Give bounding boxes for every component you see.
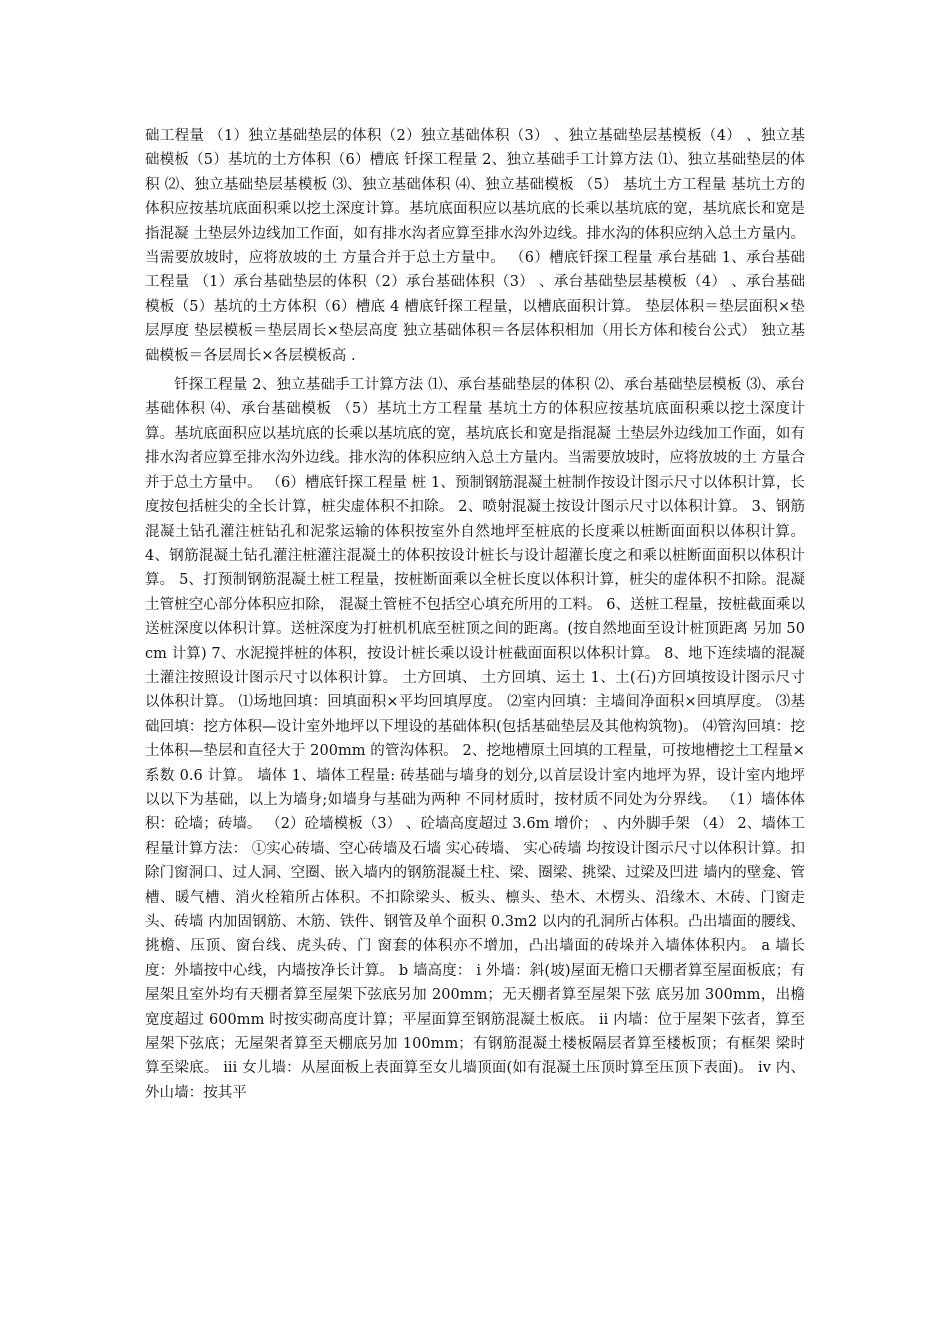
document-page: [145, 124, 805, 1105]
body-paragraph-pile-backfill-wall: 钎探工程量 2、独立基础手工计算方法 ⑴、承台基础垫层的体积 ⑵、承台基础垫层模板 ⑶、承台基础体积 ⑷、承台基础模板 （5）基坑土方工程量 基坑土方的体积应按基坑底面积乘以挖土深度计算。基坑底面积应以基坑底的长乘以基坑底的宽，基坑底长和宽是指混凝 土垫层外边线加工作面，如有排水沟者应算至排水沟外边线。排水沟的体积应纳入总土方量内。当需要放坡时，应将放坡的土 方量合并于总土方量中。 （6）槽底钎探工程量 桩 1、预制钢筋混凝土桩制作按设计图示尺寸以体积计算，长度按包括桩尖的全长计算，桩尖虚体积不扣除。 2、喷射混凝土按设计图示尺寸以体积计算。 3、钢筋混凝土钻孔灌注桩钻孔和泥浆运输的体积按室外自然地坪至桩底的长度乘以桩断面面积以体积计算。 4、钢筋混凝土钻孔灌注桩灌注混凝土的体积按设计桩长与设计超灌长度之和乘以桩断面面积以体积计算。 5、打预制钢筋混凝土桩工程量，按桩断面乘以全桩长度以体积计算，桩尖的虚体积不扣除。混凝土管桩空心部分体积应扣除， 混凝土管桩不包括空心填充所用的工料。 6、送桩工程量，按桩截面乘以送桩深度以体积计算。送桩深度为打桩机机底至桩顶之间的距离。(按自然地面至设计桩顶距离 另加 50cm 计算) 7、水泥搅拌桩的体积，按设计桩长乘以设计桩截面面积以体积计算。 8、地下连续墙的混凝土灌注按照设计图示尺寸以体积计算。 土方回填、 土方回填、运土 1、土(石)方回填按设计图示尺寸以体积计算。 ⑴场地回填：回填面积×平均回填厚度。 ⑵室内回填：主墙间净面积×回填厚度。 ⑶基础回填：挖方体积—设计室外地坪以下埋设的基础体积(包括基础垫层及其他构筑物)。 ⑷管沟回填：挖土体积—垫层和直径大于 200mm 的管沟体积。 2、挖地槽原土回填的工程量，可按地槽挖土工程量×系数 0.6 计算。 墙体 1、墙体工程量: 砖基础与墙身的划分,以首层设计室内地坪为界，设计室内地坪以以下为基础，以上为墙身;如墙身与基础为两种 不同材质时，按材质不同处为分界线。 （1）墙体体积：砼墙；砖墙。 （2）砼墙模板（3） 、砼墙高度超过 3.6m 增价； 、内外脚手架 （4） 2、墙体工程量计算方法： ①实心砖墙、空心砖墙及石墙 实心砖墙、 实心砖墙 均按设计图示尺寸以体积计算。扣除门窗洞口、过人洞、空圈、嵌入墙内的钢筋混凝土柱、梁、圈梁、挑梁、过梁及凹进 墙内的壁龛、管槽、暖气槽、消火栓箱所占体积。不扣除梁头、板头、檩头、垫木、木楞头、沿缘木、木砖、门窗走头、砖墙 内加固钢筋、木筋、铁件、钢管及单个面积 0.3m2 以内的孔洞所占体积。凸出墙面的腰线、挑檐、压顶、窗台线、虎头砖、门 窗套的体积亦不增加，凸出墙面的砖垛并入墙体体积内。 a 墙长度：外墙按中心线，内墙按净长计算。 b 墙高度： i 外墙：斜(坡)屋面无檐口天棚者算至屋面板底；有屋架且室外均有天棚者算至屋架下弦底另加 200mm；无天棚者算至屋架下弦 底另加 300mm，出檐宽度超过 600mm 时按实砌高度计算；平屋面算至钢筋混凝土板底。 ii 内墙：位于屋架下弦者，算至屋架下弦底；无屋架者算至天棚底另加 100mm；有钢筋混凝土楼板隔层者算至楼板顶；有框架 梁时算至梁底。 iii 女儿墙：从屋面板上表面算至女儿墙顶面(如有混凝土压顶时算至压顶下表面)。 iv 内、外山墙：按其平: [145, 377, 805, 1101]
body-paragraph-foundation: 础工程量 （1）独立基础垫层的体积（2）独立基础体积（3） 、独立基础垫层基模板（4） 、独立基础模板（5）基坑的土方体积（6）槽底 钎探工程量 2、独立基础手工计算方法 ⑴、独立基础垫层的体积 ⑵、独立基础垫层基模板 ⑶、独立基础体积 ⑷、独立基础模板 （5） 基坑土方工程量 基坑土方的体积应按基坑底面积乘以挖土深度计算。基坑底面积应以基坑底的长乘以基坑底的宽，基坑底长和宽是指混凝 土垫层外边线加工作面，如有排水沟者应算至排水沟外边线。排水沟的体积应纳入总土方量内。当需要放坡时，应将放坡的土 方量合并于总土方量中。 （6）槽底钎探工程量 承台基础 1、承台基础工程量 （1）承台基础垫层的体积（2）承台基础体积（3） 、承台基础垫层基模板（4） 、承台基础模板（5）基坑的土方体积（6）槽底 4 槽底钎探工程量，以槽底面积计算。 垫层体积＝垫层面积×垫层厚度 垫层模板＝垫层周长×垫层高度 独立基础体积＝各层体积相加（用长方体和棱台公式） 独立基础模板＝各层周长×各层模板高 .: [145, 128, 805, 364]
